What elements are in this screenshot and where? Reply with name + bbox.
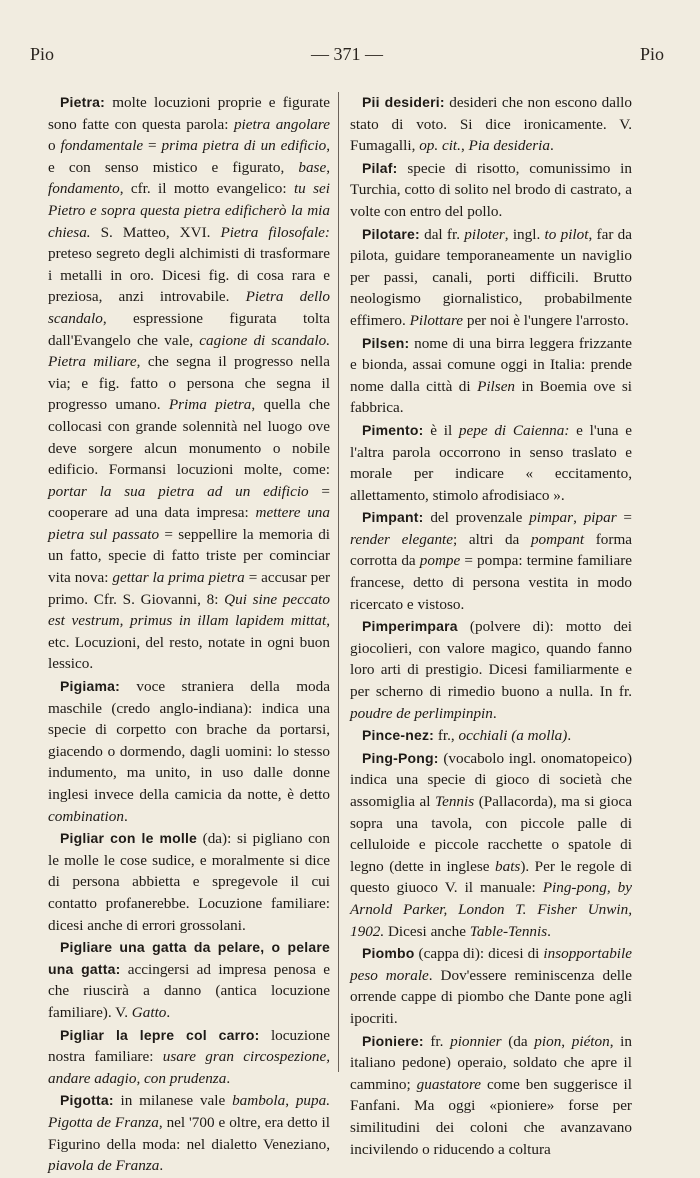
headword-separator: : <box>100 94 105 110</box>
header-left-word: Pio <box>30 44 55 64</box>
italic-text: pompant <box>530 530 585 548</box>
entry-text: molte locuzioni proprie e figurate sono fatte con questa parola: <box>48 94 330 133</box>
entry-headword: Pince-nez <box>362 727 430 744</box>
header-right-word: Pio <box>639 44 664 64</box>
entry-text: (da <box>501 1032 535 1050</box>
headword-separator: : <box>108 1092 114 1109</box>
italic-text: pompe <box>419 552 461 570</box>
entry-headword: Pigliar con le molle <box>60 830 198 847</box>
entry-text: . <box>549 137 554 155</box>
headword-separator: : <box>418 421 424 438</box>
entry-text: ; altri da <box>453 530 531 548</box>
entry-text: , quella che collocasi con grande solennità nel luogo ove deve sorgere alcun monumento o nobile edificio. Formansi locuzioni molte, come: <box>48 396 331 479</box>
entry-text: (Pallacorda), ma si gioca sopra una tavola, con piccole palle di celluloide e piccole racchette o spatole di legno (dette in inglese <box>350 793 632 875</box>
dictionary-entry <box>48 937 330 1023</box>
entry-headword: Piombo <box>362 945 415 962</box>
dictionary-entry <box>350 92 632 157</box>
entry-text: = <box>616 509 632 527</box>
dictionary-entry <box>350 224 632 332</box>
italic-text: Ping-pong, by Arnold Parker, London T. Fisher Unwin, 1902. <box>350 879 633 940</box>
italic-text: guastatore <box>416 1075 482 1093</box>
italic-text: Tennis <box>435 793 475 810</box>
entry-text: , cfr. il motto evangelico: <box>119 180 294 198</box>
entry-text: , etc. Locuzioni, del resto, notate in ogni buon lessico. <box>48 612 330 673</box>
italic-text: prima pietra di un edificio <box>161 137 327 155</box>
dictionary-entry <box>350 158 632 223</box>
entry-text: = cooperare ad una data impresa: <box>48 482 330 522</box>
entry-text: . <box>226 1069 231 1087</box>
entry-text: accingersi ad impresa penosa e che riuscirà a danno (antica locuzione familiare). V. <box>48 960 331 1021</box>
entry-text: . <box>159 1157 164 1175</box>
entry-headword: Pigotta <box>60 1092 109 1109</box>
italic-text: insopportabile peso morale <box>350 945 632 984</box>
entry-text: Dicesi anche <box>384 922 470 940</box>
entry-text: locuzione nostra familiare: <box>48 1026 331 1066</box>
entry-text: . <box>492 704 497 722</box>
italic-text: pietra angolare <box>233 115 330 133</box>
italic-text: pipar <box>583 509 617 527</box>
entry-headword: Pimento <box>362 421 419 438</box>
entry-text: . <box>166 1003 171 1021</box>
entry-text: = pompa: termine familiare francese, detto di persona vestita in modo ricercato e vistoso. <box>350 552 632 613</box>
entry-text: (polvere di): motto dei giocolieri, con valore magico, quando fanno loro arti di prestigio. Dicesi familiarmente e per scherno di rimedio buono a nulla. In fr. <box>350 618 632 701</box>
headword-separator: : <box>414 225 420 242</box>
entry-text: ). Per le regole di questo giuoco V. il manuale: <box>350 857 632 897</box>
dictionary-entry <box>350 420 632 506</box>
entry-text: , e con senso mistico e figurato, <box>48 137 330 176</box>
headword-separator: : <box>254 1026 260 1043</box>
entry-text: desideri che non escono dallo stato di voto. Si dice ironicamente. V. Fumagalli, <box>350 94 632 155</box>
italic-text: piavola de Franza <box>48 1157 160 1175</box>
entry-text: è il <box>423 421 459 439</box>
headword-separator: : <box>404 334 410 351</box>
entry-text: , nel '700 e oltre, era detto il Figurino della moda: nel dialetto Veneziano, <box>48 1113 330 1153</box>
entry-text: dal fr. <box>419 225 465 243</box>
entry-headword: Pii desideri <box>362 94 440 110</box>
italic-text: bambola <box>232 1092 286 1110</box>
italic-text: gettar la prima pietra <box>112 569 245 587</box>
italic-text: pion <box>534 1032 562 1050</box>
italic-text: occhiali (a molla) <box>458 727 568 745</box>
entry-text: . <box>567 727 572 745</box>
entry-text: specie di risotto, comunissimo in Turchia, cotto di solito nel brodo di castrato, a volte con entro del pollo. <box>350 159 632 220</box>
italic-text: Table-Tennis <box>469 922 548 940</box>
dictionary-entry <box>350 333 632 419</box>
italic-text: Pilottare <box>409 311 464 329</box>
headword-separator: : <box>429 727 435 744</box>
italic-text: combination <box>48 807 124 825</box>
italic-text: pimpar <box>529 509 574 527</box>
entry-text: , in italiano pedone) operaio, soldato che apre il cammino; <box>350 1032 632 1093</box>
entry-text: voce straniera della moda maschile (credo anglo-indiana): indica una specie di corpetto con brache da portarsi, giacendo o dormendo, dagli uomini: lo stesso indumento, ma unito, in uso dalle donne inglesi invece della camicia da notte, è detto <box>48 678 330 803</box>
entry-text: = <box>143 137 162 155</box>
dictionary-entry <box>350 616 632 724</box>
italic-text: Prima pietra <box>168 396 252 414</box>
entry-text: . <box>547 922 551 940</box>
italic-text: piéton <box>571 1032 610 1050</box>
entry-headword: Pilotare <box>362 225 415 242</box>
entry-text: , <box>561 1032 572 1050</box>
entry-text: = seppellire la memoria di un fatto, specie di fatto triste per cominciar vita nova: <box>48 525 331 587</box>
italic-text: Pietra filosofale: <box>220 223 330 241</box>
entry-text: (vocabolo ingl. onomatopeico) indica una specie di gioco di società che assomiglia al <box>350 749 632 810</box>
entry-text: in milanese vale <box>113 1092 233 1110</box>
entry-headword: Pigliar la lepre col carro <box>60 1026 255 1043</box>
headword-separator: : <box>439 94 445 110</box>
italic-text: to pilot <box>544 225 589 243</box>
entry-headword: Pimperimpara <box>362 618 458 635</box>
entry-text: , <box>326 158 330 176</box>
entry-headword: Pigiama <box>60 678 116 695</box>
column-divider <box>338 92 339 1072</box>
italic-text: mettere una pietra sul passato <box>48 504 330 543</box>
entry-headword: Pimpant <box>362 509 419 526</box>
italic-text: cagione di scandalo. Pietra miliare <box>48 331 330 371</box>
italic-text: Pilsen <box>477 377 516 395</box>
page-number: — 371 — <box>311 44 383 64</box>
entry-text: in Boemia ove si fabbrica. <box>350 377 632 417</box>
entry-text: per noi è l'ungere l'arrosto. <box>463 311 629 329</box>
entry-text: , che segna il progresso nella via; e fig. fatto o persona che segna il progresso umano. <box>48 353 330 414</box>
dictionary-entry <box>48 828 330 936</box>
italic-text: Pia desideria <box>468 137 550 155</box>
dictionary-entry <box>48 92 330 675</box>
italic-text: base <box>298 158 327 176</box>
entry-headword: Pioniere <box>362 1032 419 1049</box>
dictionary-entry <box>350 943 632 1029</box>
italic-text: fondamento <box>48 180 120 198</box>
dictionary-entry <box>48 676 330 827</box>
italic-text: pionnier <box>450 1032 502 1050</box>
headword-separator: : <box>115 678 120 695</box>
italic-text: pepe di Caienna: <box>458 421 570 439</box>
entry-text: del provenzale <box>423 509 530 527</box>
headword-separator: : <box>392 159 398 176</box>
entry-headword: Pilsen <box>362 334 405 351</box>
italic-text: usare gran circospezione, andare adagio, con prudenza <box>48 1048 330 1087</box>
left-column <box>48 92 330 1178</box>
entry-text: forma corrotta da <box>350 530 633 570</box>
headword-separator: : <box>433 749 439 766</box>
italic-text: op. cit. <box>419 137 461 155</box>
entry-text: (da): si pigliano con le molle le cose sudice, e moralmente si dice di persona abbietta e spregevole il cui contatto profanerebbe. Locuzione familiare: dicesi anche di errori grossolani. <box>48 830 330 934</box>
entry-text: , <box>460 137 469 155</box>
dictionary-entry <box>350 748 632 942</box>
italic-text: tu sei Pietro e sopra questa pietra edificherò la mia chiesa. <box>48 180 330 241</box>
running-header <box>30 44 664 70</box>
entry-text: fr., <box>434 727 459 745</box>
entry-text: = accusar per primo. Cfr. S. Giovanni, 8: <box>48 569 331 608</box>
italic-text: Qui sine peccato est vestrum, primus in illam lapidem mittat <box>48 590 330 630</box>
dictionary-entry <box>350 1031 632 1161</box>
entry-text: , <box>573 509 584 527</box>
italic-text: piloter <box>464 225 505 243</box>
entry-text: preteso segreto degli alchimisti di trasformare i metalli in oro. Dicesi fig. di cosa rara e preziosa, anzi introvabile. <box>48 245 330 306</box>
entry-headword: Pilaf <box>362 159 393 176</box>
italic-text: pupa. Pigotta de Franza <box>48 1092 330 1131</box>
entry-text: . Dov'essere reminiscenza delle orrende cappe di piombo che Dante pone agli ipocriti. <box>350 966 632 1027</box>
entry-text: nome di una birra leggera frizzante e bionda, assai comune oggi in Italia: prende nome dalla città di <box>350 334 632 395</box>
dictionary-entry <box>48 1025 330 1090</box>
entry-text: , espressione figurata tolta dall'Evangelo che vale, <box>48 309 330 349</box>
entry-text: . <box>123 807 128 825</box>
entry-headword: Pietra <box>60 94 101 110</box>
dictionary-entry <box>350 507 632 615</box>
italic-text: Pietra dello scandalo <box>48 288 330 327</box>
entry-text: , <box>285 1092 296 1110</box>
entry-text: , ingl. <box>504 225 545 243</box>
dictionary-entry <box>350 725 632 747</box>
headword-separator: : <box>115 960 121 977</box>
italic-text: Gatto <box>131 1003 167 1021</box>
headword-separator: : <box>418 1032 424 1049</box>
headword-separator: : <box>418 509 424 526</box>
entry-text: S. Matteo, XVI. <box>90 223 221 241</box>
entry-text: e l'una e l'altra parola occorrono in senso traslato e morale per indicare « eccitamento, allettamento, stimolo afrodisiaco ». <box>350 421 632 504</box>
entry-text: fr. <box>423 1032 451 1050</box>
right-column <box>350 92 632 1161</box>
italic-text: render elegante <box>350 530 454 548</box>
italic-text: portar la sua pietra ad un edificio <box>48 482 309 500</box>
entry-headword: Ping-Pong <box>362 749 434 766</box>
entry-text: come ben suggerisce il Fanfani. Ma oggi «pioniere» forse per similitudini dei coloni che avanzavano incivilendo o riducendo a coltura <box>350 1075 632 1158</box>
entry-headword: Pigliare una gatta da pelare, o pelare una gatta <box>48 939 330 977</box>
entry-text: o <box>48 137 61 155</box>
italic-text: poudre de perlimpinpin <box>350 704 493 722</box>
entry-text: , far da pilota, guidare temporaneamente un naviglio per passi, canali, porti difficili. Brutto neologismo giornalistico, probabilmente effimero. <box>350 225 632 329</box>
entry-text: (cappa di): dicesi di <box>414 945 544 963</box>
dictionary-entry <box>48 1090 330 1176</box>
italic-text: bats <box>495 857 521 875</box>
italic-text: fondamentale <box>60 137 144 155</box>
